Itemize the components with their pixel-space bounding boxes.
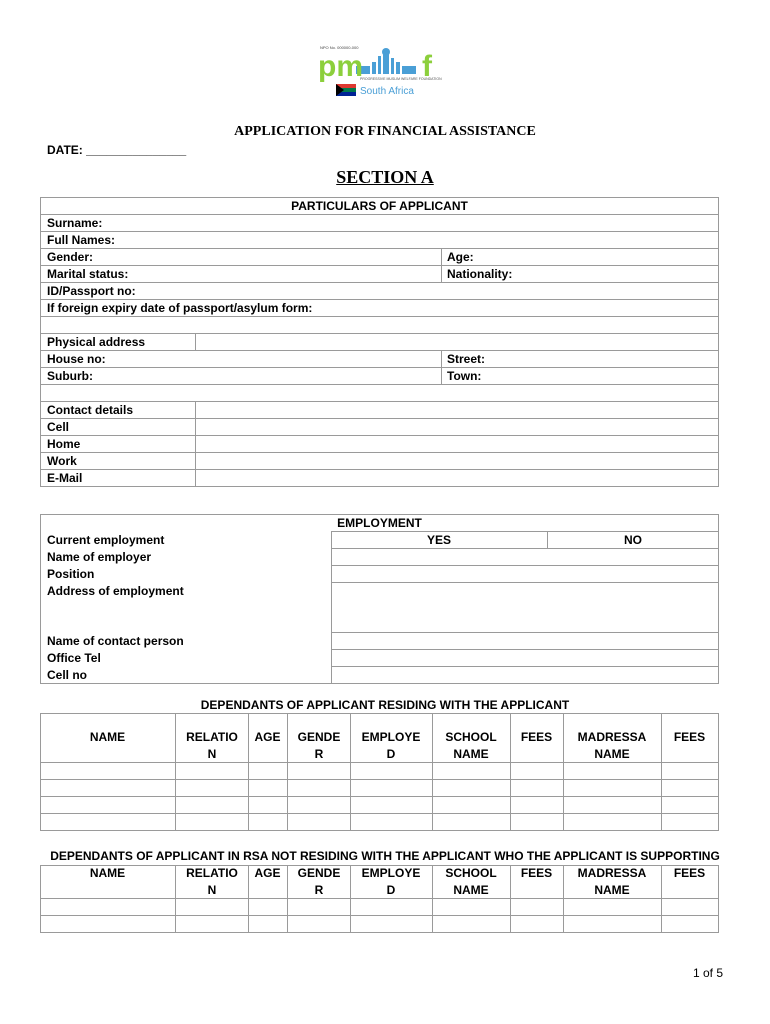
section-title: SECTION A: [336, 167, 434, 187]
dependants-residing-heading: DEPENDANTS OF APPLICANT RESIDING WITH THE APPLICANT: [200, 698, 570, 712]
nationality-field[interactable]: Nationality:: [447, 267, 513, 281]
employer-name-field[interactable]: Name of employer: [47, 550, 152, 564]
id-passport-field[interactable]: ID/Passport no:: [47, 284, 136, 298]
employment-address-field[interactable]: Address of employment: [47, 584, 184, 598]
office-tel-field[interactable]: Office Tel: [47, 651, 101, 665]
cell-field[interactable]: Cell: [47, 420, 70, 434]
suburb-field[interactable]: Suburb:: [47, 369, 93, 383]
gender-field[interactable]: Gender:: [47, 250, 94, 264]
svg-text:pm: pm: [318, 50, 363, 83]
particulars-heading: PARTICULARS OF APPLICANT: [291, 199, 468, 213]
email-field[interactable]: E-Mail: [47, 471, 83, 485]
col-relation: RELATIO N: [186, 866, 238, 897]
employment-yes-option[interactable]: YES: [426, 533, 451, 547]
contact-details-label: Contact details: [47, 403, 134, 417]
col-age: AGE: [254, 866, 281, 880]
col-employed: EMPLOYE D: [361, 730, 421, 761]
age-field[interactable]: Age:: [447, 250, 474, 264]
work-field[interactable]: Work: [47, 454, 77, 468]
full-names-field[interactable]: Full Names:: [47, 233, 116, 247]
col-relation: RELATIO N: [186, 730, 238, 761]
col-school-name: SCHOOL NAME: [445, 866, 497, 897]
home-field[interactable]: Home: [47, 437, 81, 451]
south-africa-flag-icon: [336, 84, 356, 96]
date-field[interactable]: DATE: _______________: [47, 143, 187, 157]
town-field[interactable]: Town:: [447, 369, 482, 383]
employment-heading: EMPLOYMENT: [337, 516, 422, 530]
current-employment-label: Current employment: [47, 533, 165, 547]
col-madressa-name: MADRESSA NAME: [577, 730, 647, 761]
col-school-name: SCHOOL NAME: [445, 730, 497, 761]
svg-text:f: f: [422, 50, 432, 83]
col-madressa-fees: FEES: [673, 730, 706, 744]
position-field[interactable]: Position: [47, 567, 95, 581]
marital-status-field[interactable]: Marital status:: [47, 267, 129, 281]
logo-caption: PROGRESSIVE MUSLIM WELFARE FOUNDATION: [360, 77, 442, 81]
street-field[interactable]: Street:: [447, 352, 486, 366]
contact-person-field[interactable]: Name of contact person: [47, 634, 184, 648]
physical-address-label: Physical address: [47, 335, 146, 349]
col-gender: GENDE R: [297, 730, 341, 761]
foreign-expiry-field[interactable]: If foreign expiry date of passport/asylum form:: [47, 301, 313, 315]
col-fees: FEES: [520, 866, 553, 880]
form-title: APPLICATION FOR FINANCIAL ASSISTANCE: [234, 124, 536, 139]
logo-country: South Africa: [360, 86, 414, 97]
col-gender: GENDE R: [297, 866, 341, 897]
col-age: AGE: [254, 730, 281, 744]
dependants-supported-heading: DEPENDANTS OF APPLICANT IN RSA NOT RESIDING WITH THE APPLICANT WHO THE APPLICANT IS SUPPORTING: [50, 849, 720, 863]
house-no-field[interactable]: House no:: [47, 352, 106, 366]
col-employed: EMPLOYE D: [361, 866, 421, 897]
col-fees: FEES: [520, 730, 553, 744]
page-number: 1 of 5: [692, 966, 723, 980]
employment-no-option[interactable]: NO: [624, 533, 642, 547]
organisation-logo: [316, 44, 456, 100]
col-name: NAME: [89, 730, 126, 744]
logo-reg-number: NPO No. 000000-000: [320, 45, 359, 50]
col-madressa-fees: FEES: [673, 866, 706, 880]
cell-no-field[interactable]: Cell no: [47, 668, 88, 682]
col-madressa-name: MADRESSA NAME: [577, 866, 647, 897]
col-name: NAME: [89, 866, 126, 880]
surname-field[interactable]: Surname:: [47, 216, 103, 230]
